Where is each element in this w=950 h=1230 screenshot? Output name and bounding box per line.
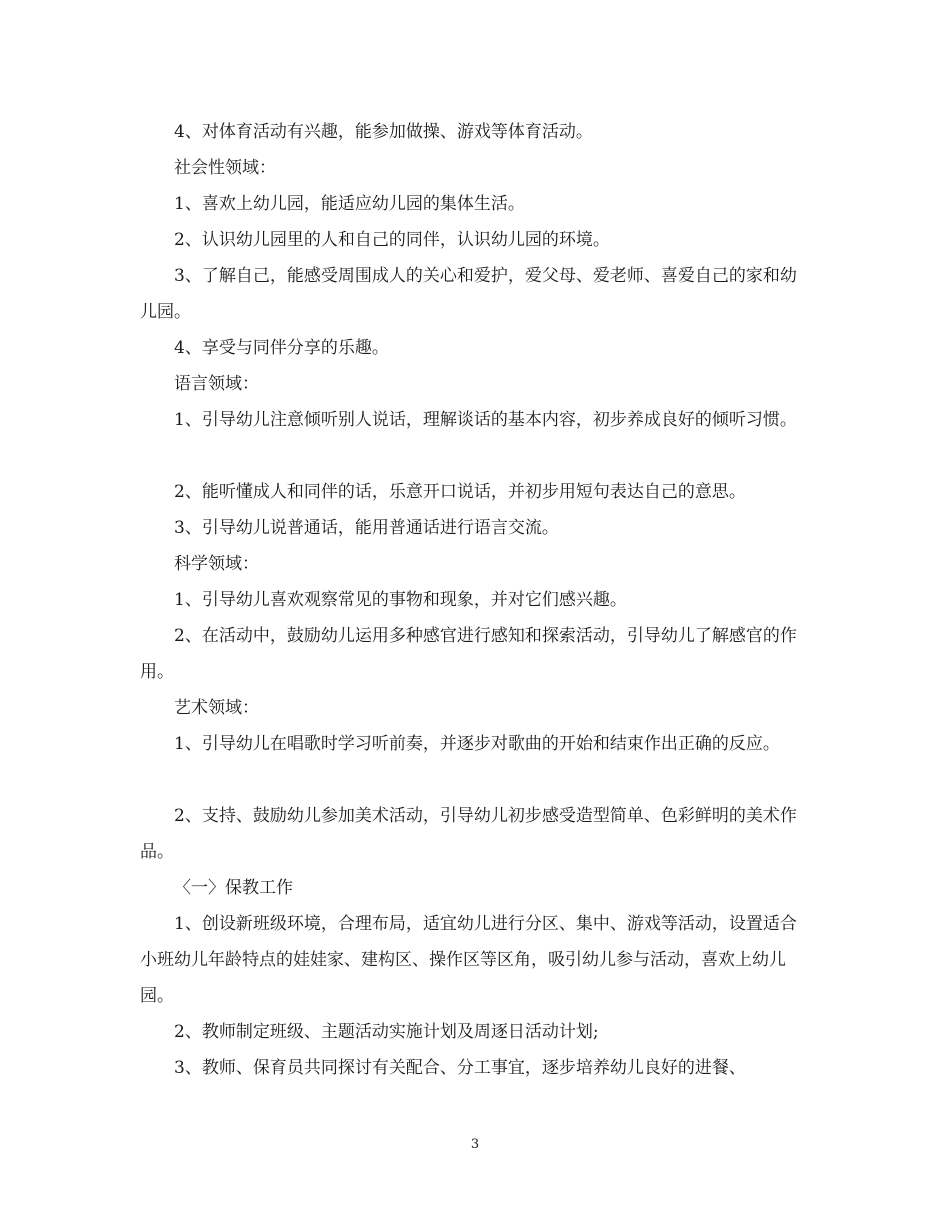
paragraph-art-2: 2、支持、鼓励幼儿参加美术活动，引导幼儿初步感受造型简单、色彩鲜明的美术作品。 xyxy=(140,806,797,862)
section-heading-care-education: 〈一〉保教工作 xyxy=(174,878,293,898)
paragraph-care-2: 2、教师制定班级、主题活动实施计划及周逐日活动计划; xyxy=(174,1022,599,1042)
heading-language: 语言领域： xyxy=(174,374,259,394)
heading-science: 科学领域： xyxy=(174,554,259,574)
paragraph-science-2: 2、在活动中，鼓励幼儿运用多种感官进行感知和探索活动，引导幼儿了解感官的作用。 xyxy=(140,626,797,682)
paragraph-pe-4: 4、对体育活动有兴趣，能参加做操、游戏等体育活动。 xyxy=(174,122,593,142)
paragraph-care-1: 1、创设新班级环境，合理布局，适宜幼儿进行分区、集中、游戏等活动，设置适合小班幼儿年龄特点的娃娃家、建构区、操作区等区角，吸引幼儿参与活动，喜欢上幼儿园。 xyxy=(140,914,797,1006)
paragraph-care-3: 3、教师、保育员共同探讨有关配合、分工事宜，逐步培养幼儿良好的进餐、 xyxy=(174,1058,746,1078)
paragraph-social-3: 3、了解自己，能感受周围成人的关心和爱护，爱父母、爱老师、喜爱自己的家和幼儿园。 xyxy=(140,266,797,322)
page-number: 3 xyxy=(470,1137,480,1152)
paragraph-language-1: 1、引导幼儿注意倾听别人说话，理解谈话的基本内容，初步养成良好的倾听习惯。 xyxy=(174,410,797,430)
paragraph-language-2: 2、能听懂成人和同伴的话，乐意开口说话，并初步用短句表达自己的意思。 xyxy=(174,482,746,502)
paragraph-art-1: 1、引导幼儿在唱歌时学习听前奏，并逐步对歌曲的开始和结束作出正确的反应。 xyxy=(174,734,780,754)
paragraph-social-2: 2、认识幼儿园里的人和自己的同伴，认识幼儿园的环境。 xyxy=(174,230,610,250)
paragraph-social-4: 4、享受与同伴分享的乐趣。 xyxy=(174,338,389,358)
heading-social: 社会性领域： xyxy=(174,158,276,178)
paragraph-science-1: 1、引导幼儿喜欢观察常见的事物和现象，并对它们感兴趣。 xyxy=(174,590,627,610)
heading-art: 艺术领域： xyxy=(174,698,259,718)
paragraph-social-1: 1、喜欢上幼儿园，能适应幼儿园的集体生活。 xyxy=(174,194,525,214)
paragraph-language-3: 3、引导幼儿说普通话，能用普通话进行语言交流。 xyxy=(174,518,559,538)
